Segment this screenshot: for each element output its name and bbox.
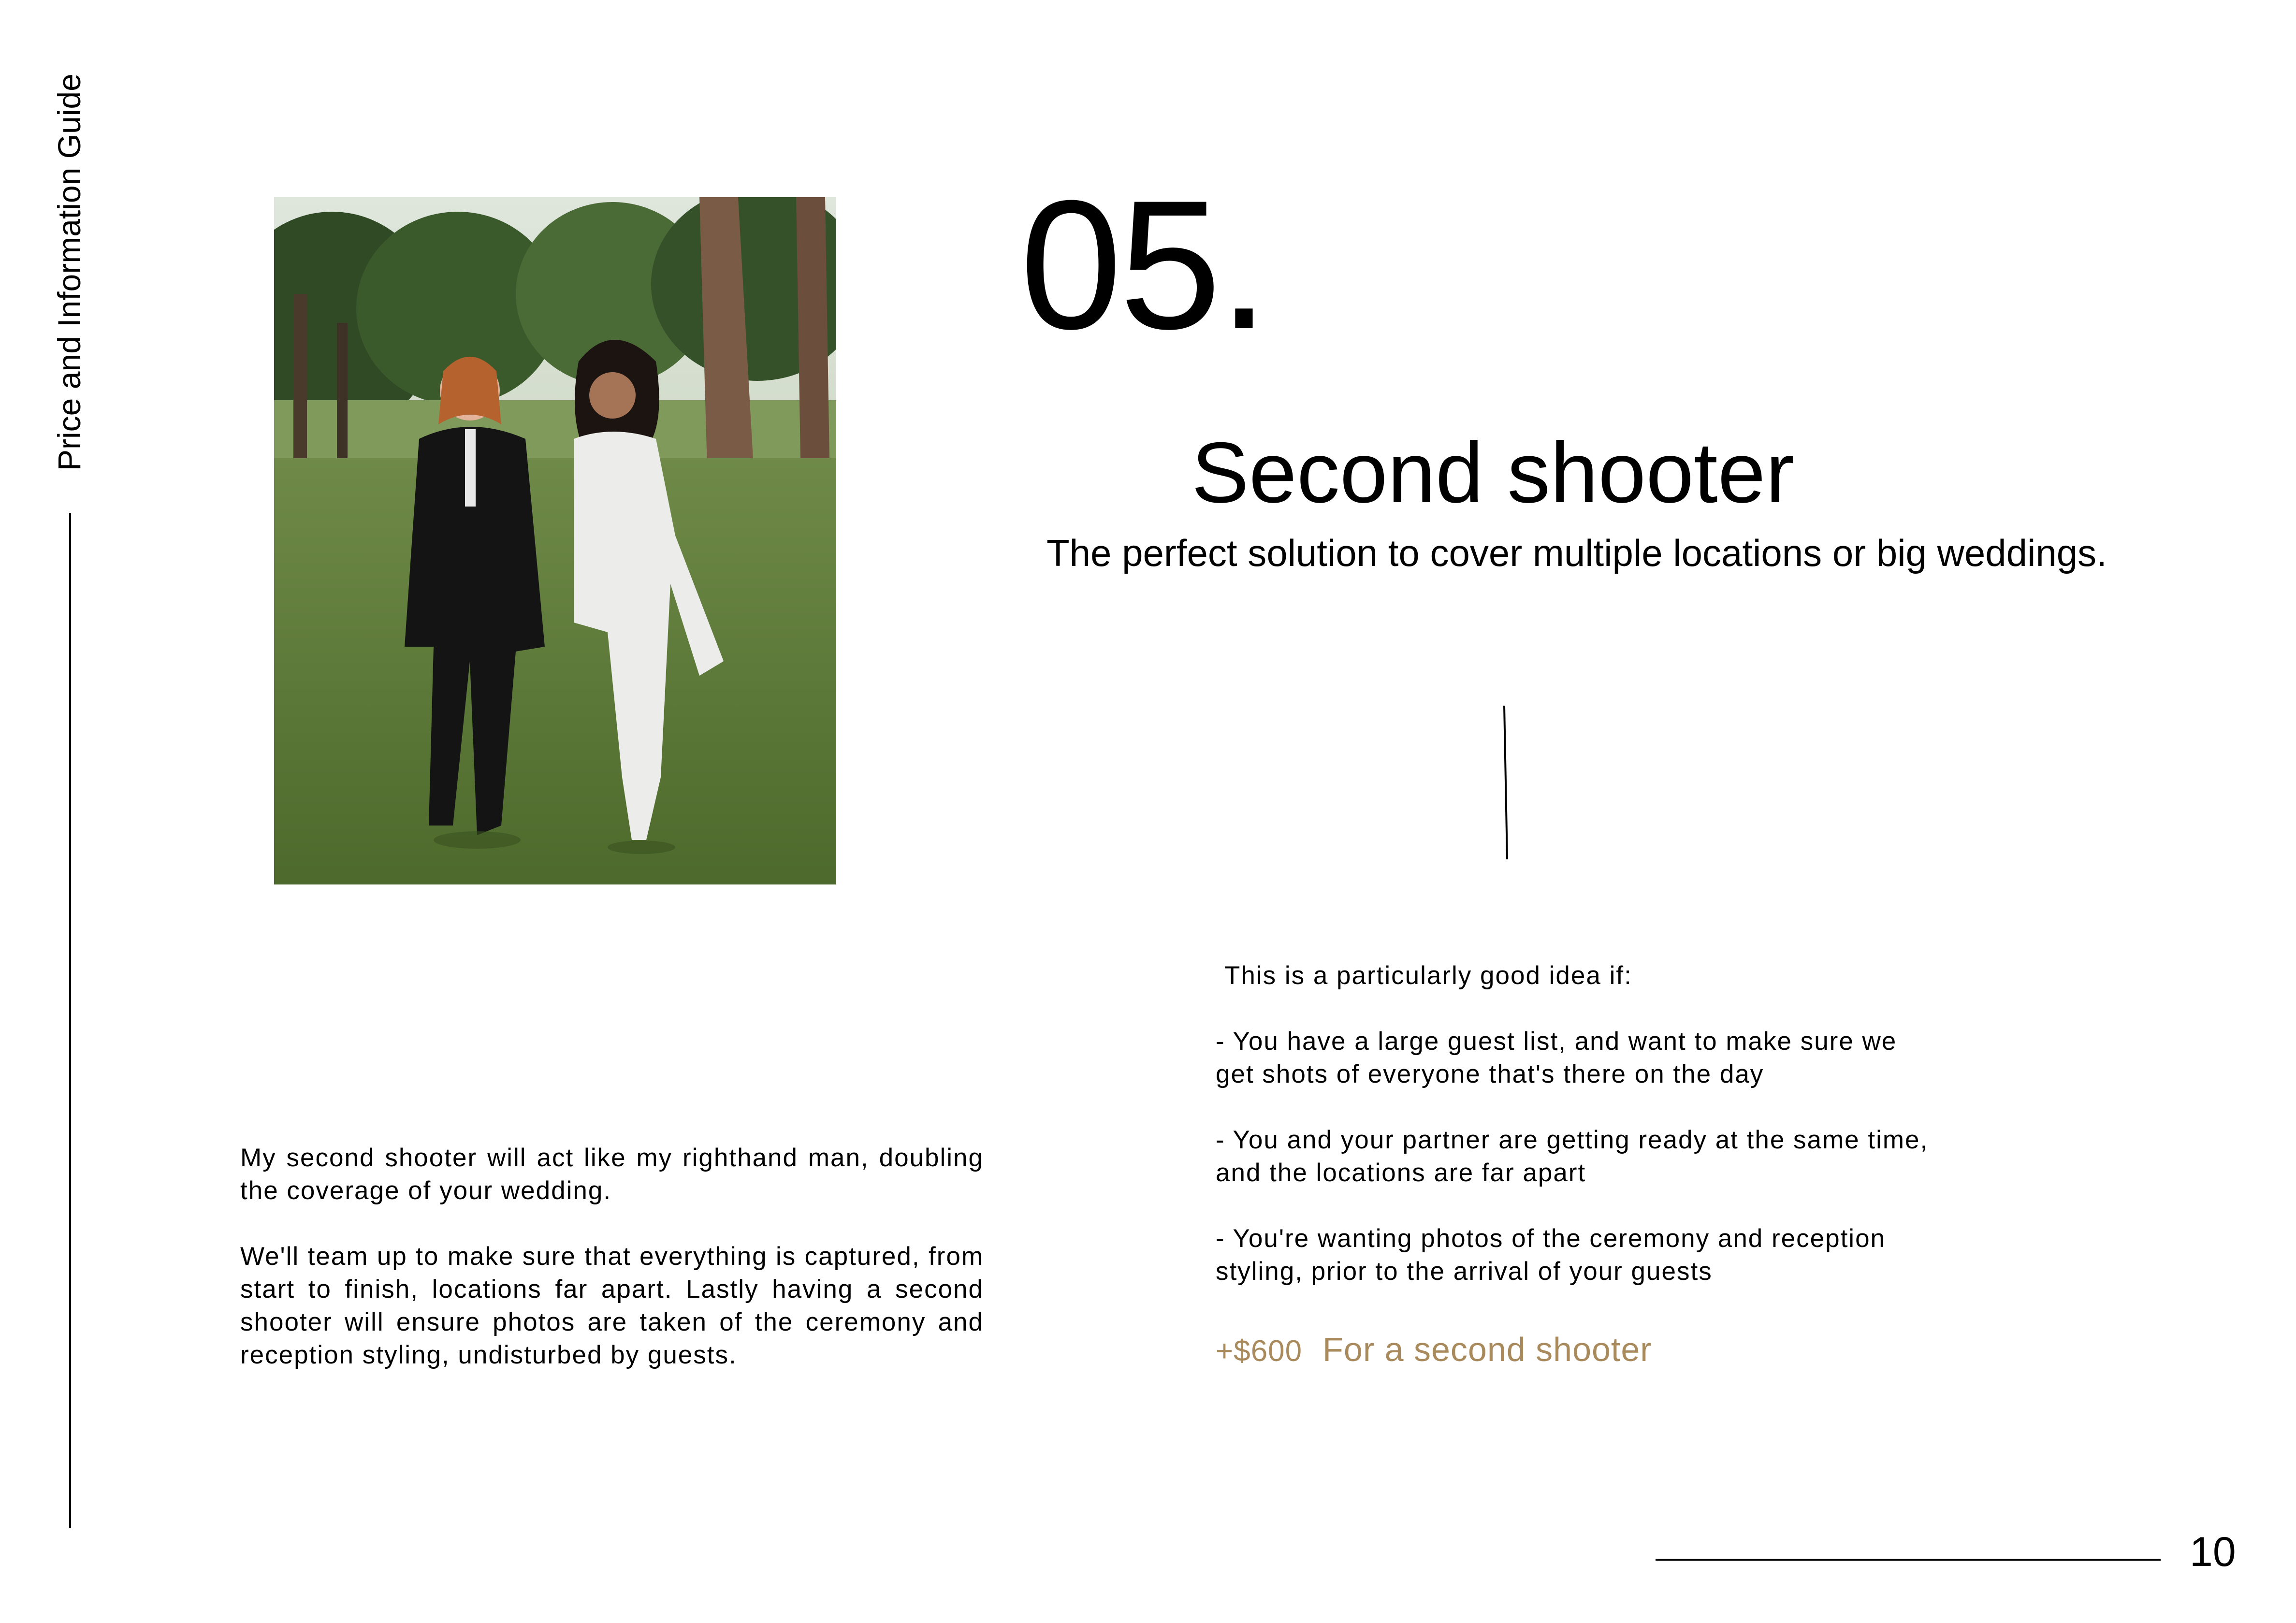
left-paragraph: We'll team up to make sure that everything is captured, from start to finish, locations far apart. Lastly having a second shooter will ensure photos are taken of the ceremony and reception styling, undisturbed by guests. bbox=[240, 1242, 984, 1369]
couple-photo-image bbox=[274, 197, 836, 884]
side-vertical-rule bbox=[69, 513, 71, 1528]
footer-rule bbox=[1656, 1559, 2161, 1561]
list-item: - You have a large guest list, and want to make sure we get shots of everyone that's there on the day bbox=[1216, 1027, 1897, 1088]
section-subtitle: The perfect solution to cover multiple locations or big weddings. bbox=[1046, 532, 2107, 574]
couple-photo bbox=[274, 197, 836, 884]
page-number: 10 bbox=[2190, 1529, 2236, 1575]
price-row bbox=[1216, 1330, 1652, 1369]
right-description bbox=[1216, 959, 1941, 1321]
side-guide-title: Price and Information Guide bbox=[51, 73, 87, 471]
left-paragraph: My second shooter will act like my righthand man, doubling the coverage of your wedding. bbox=[240, 1144, 984, 1205]
side-guide-title-container bbox=[50, 55, 88, 471]
price-description: For a second shooter bbox=[1322, 1331, 1652, 1368]
price-amount: +$600 bbox=[1216, 1334, 1303, 1368]
list-item: - You and your partner are getting ready at the same time, and the locations are far apart bbox=[1216, 1126, 1929, 1187]
right-intro: This is a particularly good idea if: bbox=[1224, 961, 1632, 990]
decorative-divider bbox=[1503, 706, 1513, 860]
section-title: Second shooter bbox=[1192, 424, 1794, 521]
section-number: 05. bbox=[1020, 162, 1267, 367]
list-item: - You're wanting photos of the ceremony and reception styling, prior to the arrival of your guests bbox=[1216, 1224, 1886, 1286]
left-description bbox=[240, 1142, 984, 1405]
